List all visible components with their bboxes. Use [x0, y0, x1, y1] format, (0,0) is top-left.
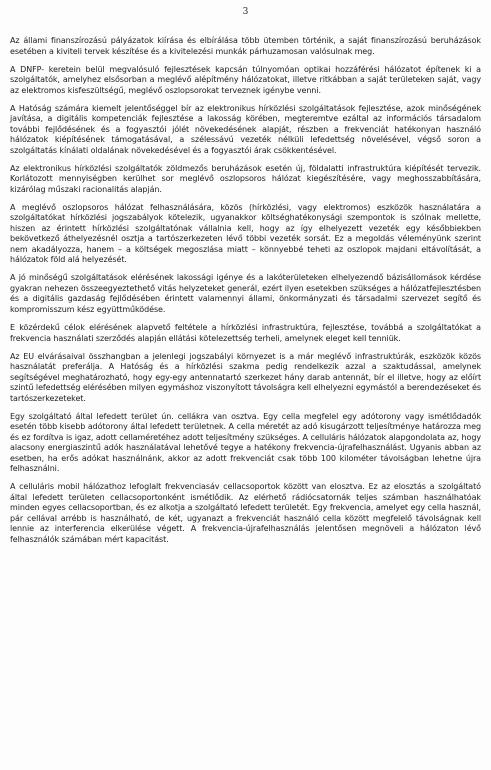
body-text: [10, 36, 481, 545]
paragraph: A jó minőségű szolgáltatások elérésének lakossági igénye és a lakóterületeken elhelyezendő bázisállomások kérdése gyakran nehezen összeegyeztethető vitás helyzeteket generál, ezért ilyen esetekben szükséges a hálózatfejlesztésben és a digitális gazdaság fejlődésében érintett valamennyi állami, önkormányzati és társadalmi szervezet segítő és kompromisszum kész együttműködése.: [10, 273, 481, 314]
paragraph: E közérdekű célok elérésének alapvető feltétele a hírközlési infrastruktúra, fejlesztése, továbbá a szolgáltatókat a frekvencia használati szerződés alapján ellátási kötelezettség terheli, amelynek eleget kell tenniük.: [10, 323, 481, 343]
page-number: 3: [242, 7, 249, 17]
paragraph: A celluláris mobil hálózathoz lefoglalt frekvenciasáv cellacsoportok között van elosztva. Ez az elosztás a szolgáltató által lefedett területen cellacsoportonként ismétlődik. Az elérhető rádiócsatornák teljes számban használhatóak minden egyes cellacsoportban, és ez alkotja a szolgáltató lefedett területét. Egy frekvencia, amelyet egy cella használ, pár cellával arrébb is használható, de két, ugyanazt a frekvenciát használó cella között megfelelő távolságnak kell lennie az interferencia elkerülése végett. A frekvencia-újrafelhasználás jelentősen megnöveli a hálózaton lévő felhasználók számában mért kapacitást.: [10, 482, 481, 544]
paragraph: A DNFP- keretein belül megvalósuló fejlesztések kapcsán túlnyomóan optikai hozzáférési hálózatot építenek ki a szolgáltatók, amelyhez elsősorban a meglévő alépítmény hálózatokat, illetve ritkábban a saját területeken saját, vagy az elektromos kisfeszültségű, meglévő oszlopsorokat terveznek igénybe venni.: [10, 64, 481, 95]
paragraph: Az EU elvárásaival összhangban a jelenlegi jogszabályi környezet is a már meglévő infrastruktúrák, eszközök közös használatát preferálja. A Hatóság és a hírközlési szakma pedig rendelkezik azzal a szaktudással, amelynek segítségével meghatározható, hogy egy-egy antennatartó szerkezet hány darab antennát, bír el illetve, hogy az előírt szintű lefedettség elérésében milyen egymáshoz viszonyított távolságra kell elhelyezni egymástól a berendezéseket és tartószerkezeteket.: [10, 351, 481, 403]
paragraph: A meglévő oszlopsoros hálózat felhasználására, közös (hírközlési, vagy elektromos) eszközök használatára a szolgáltatókat hírközlési jogszabályok kötelezik, ugyanakkor költséghatékonysági szempontok is szólnak mellette, hiszen az érintett hírközlési szolgáltatónak vállalnia kell, hogy az így elhelyezett vezeték egy későbbiekben bekövetkező áthelyezésnél osztja a tartószerkezeten lévő többi vezeték sorsát. Ez a megoldás véleményünk szerint nem akadályozza, hanem – a költségek megoszlása miatt – könnyebbé teheti az oszlopok majdani eltávolítását, a hálózatok föld alá helyezését.: [10, 202, 481, 265]
paragraph: A Hatóság számára kiemelt jelentőséggel bír az elektronikus hírközlési szolgáltatások fejlesztése, azok minőségének javítása, a digitális kompetenciák fejlesztése a lakosság körében, megteremtve ezáltal az információs társadalom további fejlődésének és a fogyasztói jólét növekedésének alapját, részben a frekvenciát hatékonyan használó hálózatok kiépítésének támogatásával, a szélessávú vezeték nélküli lefedettség növelésével, végső soron a szolgáltatás kínálati oldalának növekedésével és a fogyasztói árak csökkentésével.: [10, 103, 481, 155]
paragraph: Egy szolgáltató által lefedett terület ún. cellákra van osztva. Egy cella megfelel egy adótorony vagy ismétlődadók esetén több kisebb adótorony által lefedett területnek. A cella méretét az adó kisugárzott teljesítménye határozza meg és ez fordítva is igaz, adott cellaméretéhez adott teljesítmény szükséges. A celluláris hálózatok alapgondolata az, hogy alacsony energiaszintű adók használatával lehetővé tegye a hatékony frekvencia-újrafelhasználást. Ugyanis abban az esetben, ha erős adókat használnánk, akkor az adott frekvenciát csak több 100 kilométer távolságban lehetne újra felhasználni.: [10, 411, 481, 474]
paragraph: Az elektronikus hírközlési szolgáltatók zöldmezős beruházások esetén új, földalatti infrastruktúra kiépítését tervezik. Korlátozott mennyiségben kerülhet sor meglévő oszlopsoros hálózat kiegészítésére, vagy meghosszabbítására, kizárólag műszaki racionalitás alapján.: [10, 163, 481, 194]
paragraph: Az állami finanszírozású pályázatok kiírása és elbírálása több ütemben történik, a saját finanszírozású beruházások esetében a kiviteli tervek készítése és a kivitelezési munkák párhuzamosan valósulnak meg.: [10, 36, 481, 56]
